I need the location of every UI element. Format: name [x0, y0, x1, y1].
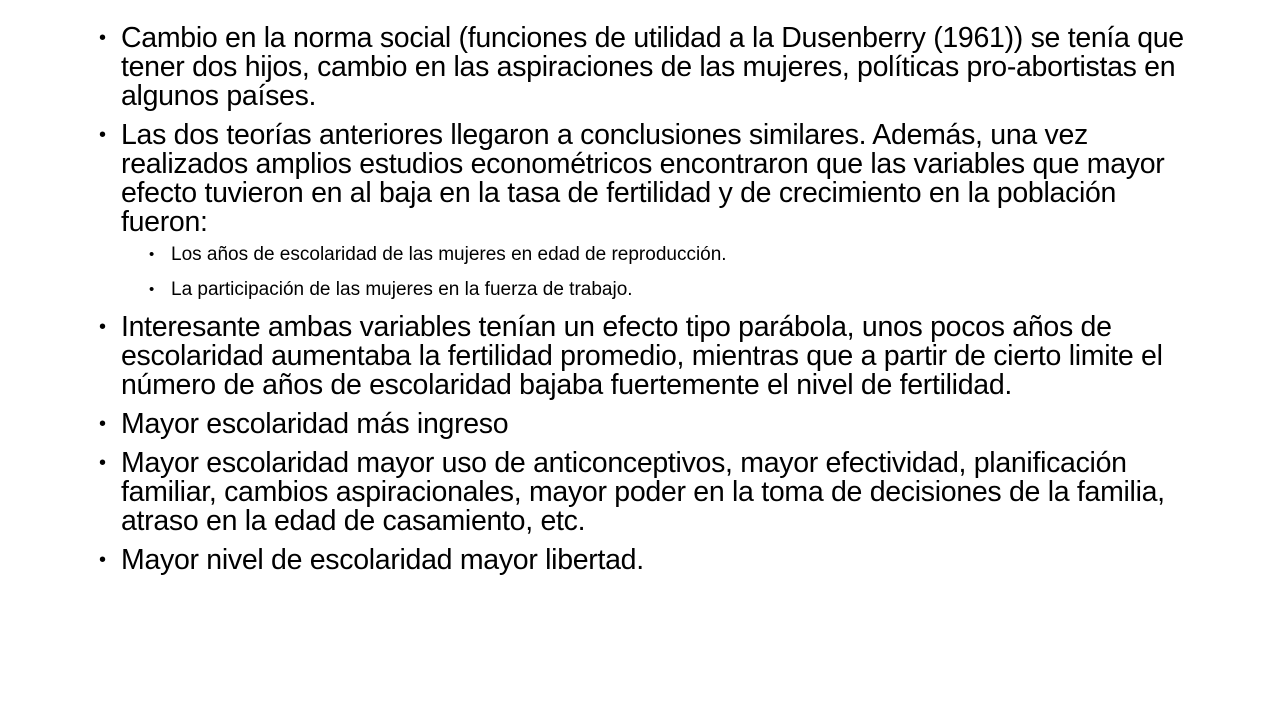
sub-bullet-dot-icon: •	[149, 281, 155, 298]
sub-bullet-item	[146, 278, 1200, 302]
sub-bullet-item	[146, 243, 1200, 267]
bullet-item	[96, 449, 1200, 536]
bullet-text: Las dos teorías anteriores llegaron a conclusiones similares. Además, una vez realizados amplios estudios econométricos encontraron que las variables que mayor efecto tuvieron en al baja en la tasa de fertilidad y de crecimiento en la población fueron:	[121, 119, 1165, 238]
bullet-dot-icon: •	[99, 413, 106, 435]
bullet-text: Mayor nivel de escolaridad mayor libertad.	[121, 544, 644, 576]
bullet-dot-icon: •	[99, 549, 106, 571]
bullet-item	[96, 410, 1200, 439]
bullet-dot-icon: •	[99, 316, 106, 338]
bullet-item	[96, 313, 1200, 400]
bullet-item	[96, 121, 1200, 302]
sub-bullet-list	[121, 243, 1200, 302]
bullet-item	[96, 546, 1200, 575]
bullet-dot-icon: •	[99, 27, 106, 49]
sub-bullet-text: La participación de las mujeres en la fuerza de trabajo.	[171, 279, 633, 300]
sub-bullet-text: Los años de escolaridad de las mujeres en edad de reproducción.	[171, 244, 727, 265]
bullet-item	[96, 24, 1200, 111]
bullet-text: Mayor escolaridad más ingreso	[121, 408, 509, 440]
bullet-text: Cambio en la norma social (funciones de utilidad a la Dusenberry (1961)) se tenía que tener dos hijos, cambio en las aspiraciones de las mujeres, políticas pro-abortistas en algunos países.	[121, 22, 1184, 112]
bullet-list	[96, 24, 1200, 585]
bullet-dot-icon: •	[99, 452, 106, 474]
sub-bullet-dot-icon: •	[149, 246, 155, 263]
bullet-text: Interesante ambas variables tenían un efecto tipo parábola, unos pocos años de escolaridad aumentaba la fertilidad promedio, mientras que a partir de cierto limite el número de años de escolaridad bajaba fuertemente el nivel de fertilidad.	[121, 311, 1163, 401]
bullet-text: Mayor escolaridad mayor uso de anticonceptivos, mayor efectividad, planificación familiar, cambios aspiracionales, mayor poder en la toma de decisiones de la familia, atraso en la edad de casamiento, etc.	[121, 447, 1165, 537]
bullet-dot-icon: •	[99, 124, 106, 146]
